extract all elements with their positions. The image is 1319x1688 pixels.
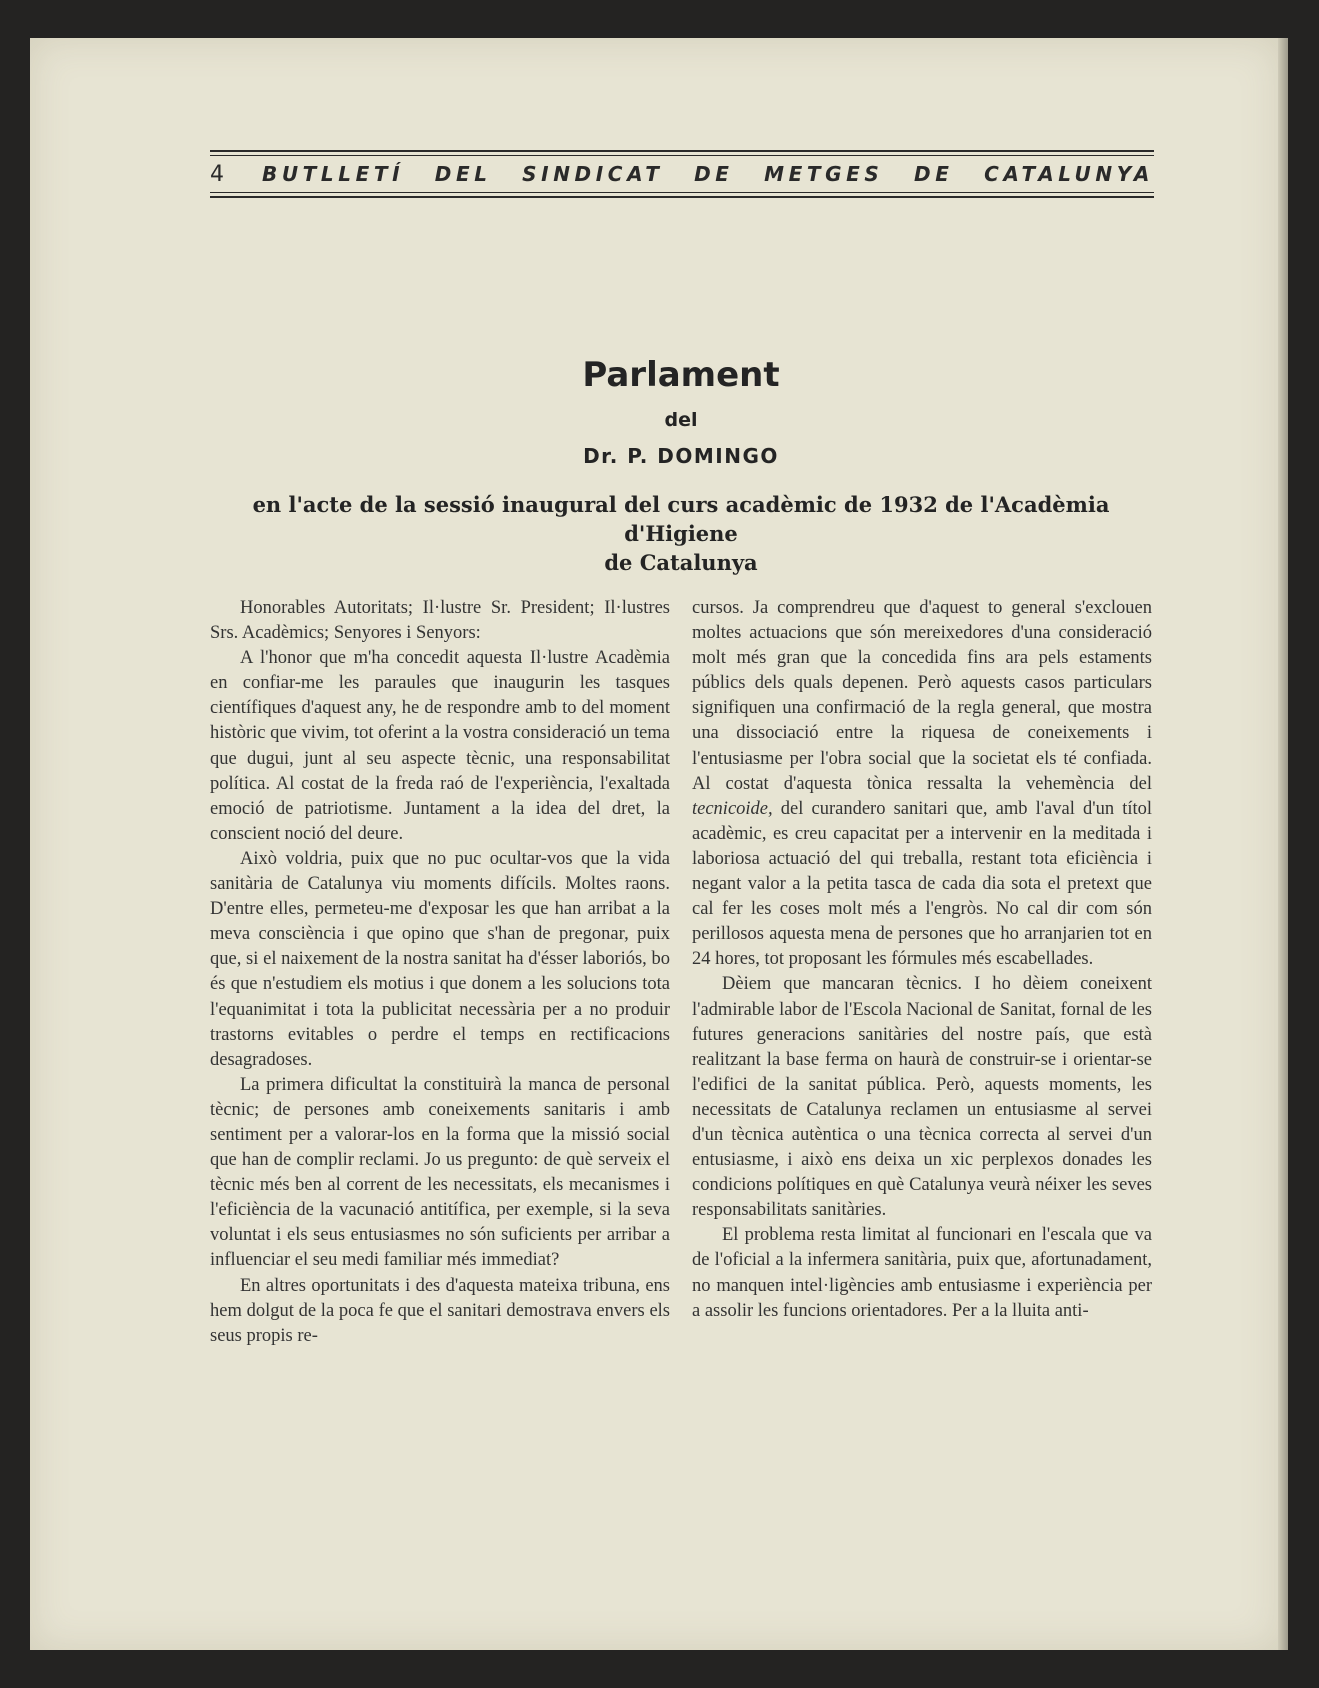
running-title-word: CATALUNYA [984,162,1154,186]
article-title-del: del [664,409,698,431]
subtitle-line-2: de Catalunya [604,550,758,575]
paragraph: La primera dificultat la constituirà la manca de personal tècnic; de persones amb coneixements sanitaris i amb sentiment per a valorar-los en la forma que la missió social que han de complir reclami. Jo us pregunto: de què serveix el tècnic més ben al corrent de les necessitats, els mecanismes i l'eficiència de la vacunació antitífica, per exemple, si la seva voluntat i els seus entusiasmes no són suficients per arribar a influenciar el seu medi familiar més immediat? [210,1074,670,1271]
article-title: Parlament [582,355,780,395]
paragraph-text: del curandero sanitari que, amb l'aval d'un títol acadèmic, es creu capacitat per a intervenir en la meditada i laboriosa actuació del qui treballa, restant tota eficiència i negant valor a la petita tasca de cada dia sota el pretext que cal fer les coses molt més a l'engròs. No cal dir com són perillosos aquesta mena de persones que ho arranjarien tot en 24 hores, tot proposant les fórmules més escabellades. [692,798,1153,970]
paragraph: A l'honor que m'ha concedit aquesta Il·lustre Acadèmia en confiar-me les paraules que inaugurin les tasques científiques d'aquest any, he de respondre amb to del moment històric que vivim, tot oferint a la vostra consideració un tema que dugui, junt al seu aspecte tècnic, una responsabilitat política. Al costat de la freda raó de l'experiència, l'exaltada emoció de patriotisme. Juntament a la idea del dret, la conscient noció del deure. [210,648,670,844]
article-author: Dr. P. DOMINGO [583,444,779,468]
header-rule-bottom [210,196,1154,198]
running-title-word: DE [914,162,954,186]
body-column-left [210,596,670,1349]
page-edge [1278,38,1288,1650]
paragraph: En altres oportunitats i des d'aquesta mateixa tribuna, ens hem dolgut de la poca fe que el sanitari demostrava envers els seus propis re- [210,1275,670,1346]
running-title [262,162,1154,186]
italic-term: tecnicoide, [692,798,773,819]
paragraph: Honorables Autoritats; Il·lustre Sr. President; Il·lustres Srs. Acadèmics; Senyores i Senyors: [210,598,670,644]
paragraph: El problema resta limitat al funcionari en l'escala que va de l'oficial a la infermera sanitària, puix que, afortunadament, no manquen intel·ligències amb entusiasme i experiència per a assolir les funcions orientadores. Per a la lluita anti- [692,1225,1152,1321]
article-subtitle [200,490,1162,577]
paragraph: Això voldria, puix que no puc ocultar-vos que la vida sanitària de Catalunya viu moments difícils. Moltes raons. D'entre elles, permeteu-me d'exposar les que han arribat a la meva consciència i que opino que s'han de pregonar, puix que, si el naixement de la nostra sanitat ha d'ésser laboriós, bo és que n'estudiem els motius i que donem a les solucions tota l'equanimitat i tota la publicitat necessària per a no produir trastorns evitables o perdre el temps en rectificacions desagradoses. [210,848,670,1070]
running-title-word: SINDICAT [522,162,664,186]
paragraph-text: cursos. Ja comprendreu que d'aquest to general s'exclouen moltes actuacions que són mereixedores d'una consideració molt més gran que la concedida fins ara pels estaments públics dels quals depenen. Però aquests casos particulars signifiquen una confirmació de la regla general, que mostra una dissociació entre la riquesa de coneixements i l'entusiasme per l'obra social que la societat els té confiada. Al costat d'aquesta tònica ressalta la vehemència del [692,598,1152,794]
running-title-word: BUTLLETÍ [262,162,405,186]
running-title-word: DE [694,162,734,186]
body-column-right [692,596,1152,1324]
header-line [210,156,1154,192]
paragraph [692,596,1152,972]
subtitle-line-1: en l'acte de la sessió inaugural del curs acadèmic de 1932 de l'Acadèmia d'Higiene [252,492,1110,546]
running-header [210,150,1154,198]
paragraph: Dèiem que mancaran tècnics. I ho dèiem coneixent l'admirable labor de l'Escola Nacional de Sanitat, fornal de les futures generacions sanitàries del nostre país, que està realitzant la base ferma on haurà de construir-se i orientar-se l'edifici de la sanitat pública. Però, aquests moments, les necessitats de Catalunya reclamen un entusiasme al servei d'un tècnica autèntica o una tècnica correcta al servei d'un entusiasme, i això ens deixa un xic perplexos donades les condicions polítiques en què Catalunya veurà néixer les seves responsabilitats sanitàries. [692,974,1152,1221]
running-title-word: METGES [764,162,884,186]
running-title-word: DEL [434,162,492,186]
article-title-block [200,350,1162,474]
page-number: 4 [210,161,229,187]
